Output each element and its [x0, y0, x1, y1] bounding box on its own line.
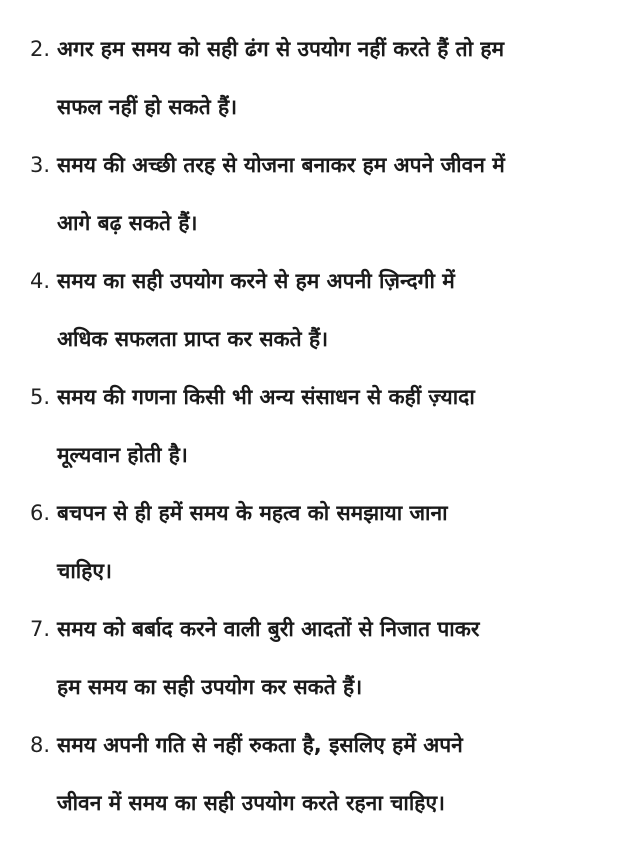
item-text-line-1: बचपन से ही हमें समय के महत्व को समझाया जाना [57, 501, 448, 525]
item-text-line-2: अधिक सफलता प्राप्त कर सकते हैं। [57, 327, 329, 351]
item-text-line-2: सफल नहीं हो सकते हैं। [57, 95, 238, 119]
item-text-line-1: अगर हम समय को सही ढंग से उपयोग नहीं करते हैं तो हम [57, 37, 505, 61]
item-number: 4. [30, 269, 51, 293]
item-number: 5. [30, 385, 51, 409]
item-number: 7. [30, 617, 51, 641]
item-text-line-2: हम समय का सही उपयोग कर सकते हैं। [57, 675, 363, 699]
item-text-line-2: जीवन में समय का सही उपयोग करते रहना चाहिए। [57, 791, 446, 815]
item-text-line-1: समय को बर्बाद करने वाली बुरी आदतों से निजात पाकर [57, 617, 480, 641]
item-text-line-2: मूल्यवान होती है। [57, 443, 188, 467]
item-text-line-2: आगे बढ़ सकते हैं। [57, 211, 198, 235]
item-number: 2. [30, 37, 51, 61]
item-number: 3. [30, 153, 51, 177]
item-text-line-1: समय अपनी गति से नहीं रुकता है, इसलिए हमें अपने [57, 733, 463, 757]
item-text-line-1: समय का सही उपयोग करने से हम अपनी ज़िन्दगी में [57, 269, 455, 293]
item-text-line-2: चाहिए। [57, 559, 112, 583]
item-text-line-1: समय की अच्छी तरह से योजना बनाकर हम अपने जीवन में [57, 153, 505, 177]
item-number: 6. [30, 501, 51, 525]
item-text-line-1: समय की गणना किसी भी अन्य संसाधन से कहीं ज़्यादा [57, 385, 475, 409]
item-number: 8. [30, 733, 51, 757]
